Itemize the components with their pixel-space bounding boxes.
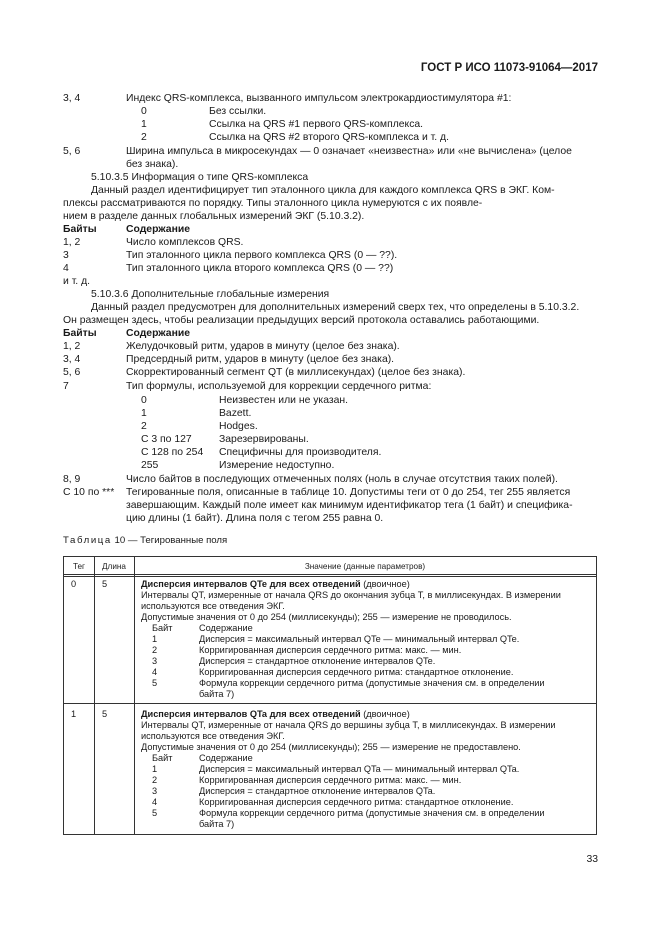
- value-title-type: (двоичное): [360, 709, 410, 719]
- value-title-bold: Дисперсия интервалов QTa для всех отведений: [141, 709, 361, 719]
- bytes-description: Число байтов в последующих отмеченных полях (ноль в случае отсутствия таких полей).: [126, 474, 558, 485]
- sub-byte-text: Корригированная дисперсия сердечного ритма: макс. — мин.: [199, 775, 462, 785]
- value-title: [141, 579, 410, 590]
- value-title-type: (двоичное): [360, 579, 410, 589]
- code-text: Измерение недоступно.: [219, 460, 335, 471]
- sub-content-header: Содержание: [199, 623, 253, 633]
- value-line: Допустимые значения от 0 до 254 (миллисекунды); 255 — измерение не проводилось.: [141, 612, 512, 622]
- value-line: Интервалы QT, измеренные от начала QRS до окончания зубца T, в миллисекундах. В измерении: [141, 590, 561, 600]
- section-heading: 5.10.3.5 Информация о типе QRS-комплекса: [91, 172, 309, 183]
- code-value: 0: [141, 395, 147, 406]
- bytes-description: Предсердный ритм, ударов в минуту (целое без знака).: [126, 354, 395, 365]
- bytes-column-header: Байты: [63, 328, 97, 339]
- code-text: Без ссылки.: [209, 106, 267, 117]
- sub-byte-text: Дисперсия = максимальный интервал QTa — минимальный интервал QTa.: [199, 764, 520, 774]
- sub-content-header: Содержание: [199, 753, 253, 763]
- bytes-description: Ширина импульса в микросекундах — 0 означает «неизвестна» или «не вычислена» (целое: [126, 146, 572, 157]
- sub-byte-text: Дисперсия = стандартное отклонение интервалов QTa.: [199, 786, 436, 796]
- paragraph-line: Данный раздел идентифицирует тип эталонного цикла для каждого комплекса QRS в ЭКГ. Ком-: [91, 185, 555, 196]
- code-value: 1: [141, 119, 147, 130]
- code-value: 0: [141, 106, 147, 117]
- bytes-label: 4: [63, 263, 69, 274]
- bytes-label: 8, 9: [63, 474, 81, 485]
- code-value: 2: [141, 421, 147, 432]
- bytes-description-cont: завершающим. Каждый поле имеет как минимум идентификатор тега (1 байт) и специфика-: [126, 500, 573, 511]
- bytes-label: 7: [63, 381, 69, 392]
- tag-cell: 1: [71, 709, 77, 719]
- bytes-description: Желудочковый ритм, ударов в минуту (целое без знака).: [126, 341, 400, 352]
- sub-byte-number: 2: [152, 775, 158, 785]
- row-divider: [64, 703, 596, 704]
- paragraph-line: нием в разделе данных глобальных измерений ЭКГ (5.10.3.2).: [63, 211, 365, 222]
- bytes-description-cont: без знака).: [126, 159, 179, 170]
- bytes-label: 1, 2: [63, 341, 81, 352]
- paragraph-line: Данный раздел предусмотрен для дополнительных измерений сверх тех, что определены в 5.10.3.2.: [91, 302, 580, 313]
- code-text: Bazett.: [219, 408, 252, 419]
- sub-byte-text: Формула коррекции сердечного ритма (допустимые значения см. в определении: [199, 678, 545, 688]
- length-cell: 5: [102, 709, 108, 719]
- value-column-header: Значение (данные параметров): [304, 562, 426, 571]
- section-heading: 5.10.3.6 Дополнительные глобальные измерения: [91, 289, 330, 300]
- bytes-description: Скорректированный сегмент QT (в миллисекундах) (целое без знака).: [126, 367, 466, 378]
- code-text: Неизвестен или не указан.: [219, 395, 349, 406]
- code-text: Зарезервированы.: [219, 434, 309, 445]
- code-text: Специфичны для производителя.: [219, 447, 382, 458]
- tag-column-header: Тег: [72, 562, 86, 571]
- value-line: используются все отведения ЭКГ.: [141, 731, 285, 741]
- sub-byte-text: Корригированная дисперсия сердечного ритма: стандартное отклонение.: [199, 667, 514, 677]
- page-number: 33: [586, 854, 598, 865]
- standard-header: ГОСТ Р ИСО 11073-91064—2017: [420, 62, 598, 74]
- sub-byte-number: 3: [152, 656, 158, 666]
- sub-byte-number: 4: [152, 667, 158, 677]
- code-value: 255: [141, 460, 159, 471]
- bytes-label: 1, 2: [63, 237, 81, 248]
- tag-cell: 0: [71, 579, 77, 589]
- value-title-bold: Дисперсия интервалов QTe для всех отведений: [141, 579, 361, 589]
- content-column-header: Содержание: [126, 328, 191, 339]
- sub-byte-number: 2: [152, 645, 158, 655]
- table-caption-title: 10 — Тегированные поля: [114, 535, 228, 546]
- code-value: 1: [141, 408, 147, 419]
- bytes-label: 5, 6: [63, 367, 81, 378]
- length-column-header: Длина: [102, 562, 126, 571]
- sub-byte-text: Дисперсия = стандартное отклонение интервалов QTe.: [199, 656, 436, 666]
- code-value: С 3 по 127: [141, 434, 192, 445]
- paragraph-line: плексы рассматриваются по порядку. Типы эталонного цикла нумеруются с их появле-: [63, 198, 483, 209]
- sub-byte-text-cont: байта 7): [199, 819, 235, 829]
- bytes-description-cont: цию длины (1 байт). Длина поля с тегом 255 равна 0.: [126, 513, 384, 524]
- code-text: Ссылка на QRS #1 первого QRS-комплекса.: [209, 119, 424, 130]
- bytes-description: Тип эталонного цикла второго комплекса QRS (0 — ??): [126, 263, 394, 274]
- sub-byte-number: 1: [152, 764, 158, 774]
- value-line: Допустимые значения от 0 до 254 (миллисекунды); 255 — измерение не предоставлено.: [141, 742, 521, 752]
- code-text: Hodges.: [219, 421, 258, 432]
- column-divider: [134, 557, 135, 834]
- bytes-label: 3: [63, 250, 69, 261]
- etc-text: и т. д.: [63, 276, 91, 287]
- sub-byte-number: 4: [152, 797, 158, 807]
- bytes-label: 5, 6: [63, 146, 81, 157]
- header-divider: [64, 574, 596, 577]
- bytes-description: Тип формулы, используемой для коррекции сердечного ритма:: [126, 381, 432, 392]
- tagged-fields-table: [63, 556, 597, 835]
- sub-byte-number: 5: [152, 808, 158, 818]
- sub-byte-text: Дисперсия = максимальный интервал QTe — минимальный интервал QTe.: [199, 634, 520, 644]
- code-value: 2: [141, 132, 147, 143]
- code-value: С 128 по 254: [141, 447, 204, 458]
- paragraph-line: Он размещен здесь, чтобы реализации предыдущих версий протокола оставались работающими.: [63, 315, 540, 326]
- sub-byte-text-cont: байта 7): [199, 689, 235, 699]
- value-line: используются все отведения ЭКГ.: [141, 601, 285, 611]
- bytes-label: С 10 по ***: [63, 487, 115, 498]
- sub-byte-number: 1: [152, 634, 158, 644]
- bytes-description: Индекс QRS-комплекса, вызванного импульсом электрокардиостимулятора #1:: [126, 93, 512, 104]
- sub-byte-header: Байт: [152, 623, 173, 633]
- table-caption: [63, 535, 227, 546]
- sub-byte-number: 5: [152, 678, 158, 688]
- sub-byte-text: Корригированная дисперсия сердечного ритма: стандартное отклонение.: [199, 797, 514, 807]
- sub-byte-header: Байт: [152, 753, 173, 763]
- bytes-label: 3, 4: [63, 354, 81, 365]
- sub-byte-number: 3: [152, 786, 158, 796]
- length-cell: 5: [102, 579, 108, 589]
- value-line: Интервалы QT, измеренные от начала QRS до вершины зубца T, в миллисекундах. В измерении: [141, 720, 556, 730]
- code-text: Ссылка на QRS #2 второго QRS-комплекса и т. д.: [209, 132, 449, 143]
- bytes-description: Тегированные поля, описанные в таблице 10. Допустимы теги от 0 до 254, тег 255 является: [126, 487, 571, 498]
- column-divider: [94, 557, 95, 834]
- table-caption-prefix: Таблица: [63, 535, 112, 546]
- content-column-header: Содержание: [126, 224, 191, 235]
- sub-byte-text: Корригированная дисперсия сердечного ритма: макс. — мин.: [199, 645, 462, 655]
- sub-byte-text: Формула коррекции сердечного ритма (допустимые значения см. в определении: [199, 808, 545, 818]
- bytes-description: Число комплексов QRS.: [126, 237, 244, 248]
- bytes-column-header: Байты: [63, 224, 97, 235]
- bytes-label: 3, 4: [63, 93, 81, 104]
- bytes-description: Тип эталонного цикла первого комплекса QRS (0 — ??).: [126, 250, 398, 261]
- value-title: [141, 709, 410, 720]
